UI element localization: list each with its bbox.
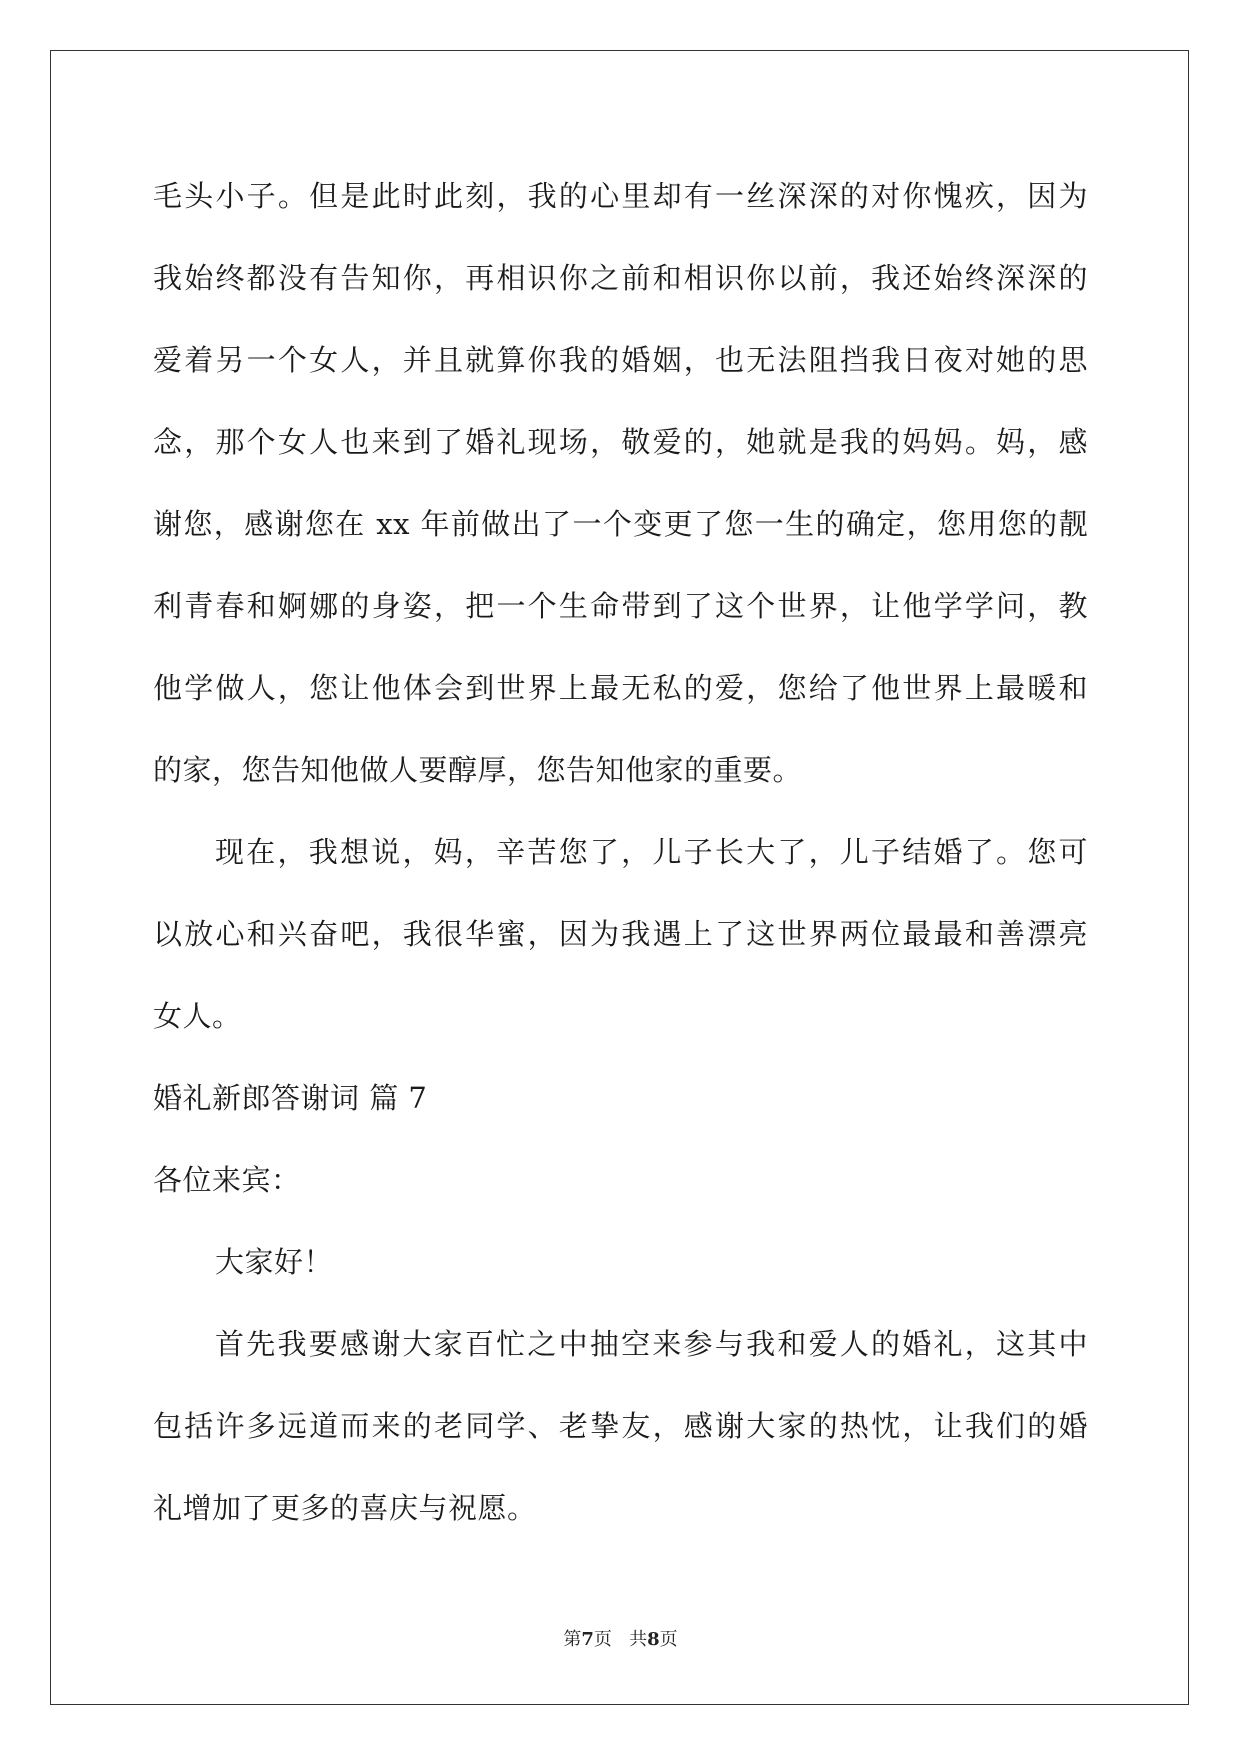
current-page-number: 7 bbox=[581, 1629, 594, 1650]
total-pages-number: 8 bbox=[647, 1629, 660, 1650]
text-line: 礼增加了更多的喜庆与祝愿。 bbox=[153, 1491, 537, 1525]
footer-page-word: 页 bbox=[593, 1629, 612, 1650]
paragraph bbox=[153, 811, 1088, 1057]
paragraph bbox=[153, 1303, 1088, 1549]
text-line: 的家，您告知他做人要醇厚，您告知他家的重要。 bbox=[153, 753, 803, 787]
text-line: 包括许多远道而来的老同学、老挚友，感谢大家的热忱，让我们的婚 bbox=[153, 1409, 1088, 1443]
text-line: 大家好！ bbox=[215, 1245, 334, 1279]
text-line: 谢您，感谢您在 xx 年前做出了一个变更了您一生的确定，您用您的靓 bbox=[153, 507, 1088, 541]
text-line: 以放心和兴奋吧，我很华蜜，因为我遇上了这世界两位最最和善漂亮 bbox=[153, 917, 1088, 951]
greeting bbox=[153, 1221, 1088, 1303]
text-line: 首先我要感谢大家百忙之中抽空来参与我和爱人的婚礼，这其中 bbox=[215, 1327, 1088, 1361]
text-line: 我始终都没有告知你，再相识你之前和相识你以前，我还始终深深的 bbox=[153, 261, 1088, 295]
text-line: 念，那个女人也来到了婚礼现场，敬爱的，她就是我的妈妈。妈，感 bbox=[153, 425, 1088, 459]
footer-prefix: 第 bbox=[563, 1629, 582, 1650]
text-line: 各位来宾： bbox=[153, 1163, 301, 1197]
paragraph bbox=[153, 155, 1088, 811]
footer-total-suffix: 页 bbox=[659, 1629, 678, 1650]
text-line: 现在，我想说，妈，辛苦您了，儿子长大了，儿子结婚了。您可 bbox=[215, 835, 1088, 869]
section-heading bbox=[153, 1057, 1088, 1139]
text-line: 女人。 bbox=[153, 999, 242, 1033]
text-line: 他学做人，您让他体会到世界上最无私的爱，您给了他世界上最暖和 bbox=[153, 671, 1088, 705]
heading-text: 婚礼新郎答谢词 篇 7 bbox=[153, 1081, 428, 1115]
salutation bbox=[153, 1139, 1088, 1221]
footer-total-prefix: 共 bbox=[629, 1629, 648, 1650]
document-body bbox=[153, 155, 1088, 1549]
text-line: 利青春和婀娜的身姿，把一个生命带到了这个世界，让他学学问，教 bbox=[153, 589, 1088, 623]
text-line: 爱着另一个女人，并且就算你我的婚姻，也无法阻挡我日夜对她的思 bbox=[153, 343, 1088, 377]
text-line: 毛头小子。但是此时此刻，我的心里却有一丝深深的对你愧疚，因为 bbox=[153, 179, 1088, 213]
page-footer bbox=[0, 1625, 1241, 1651]
